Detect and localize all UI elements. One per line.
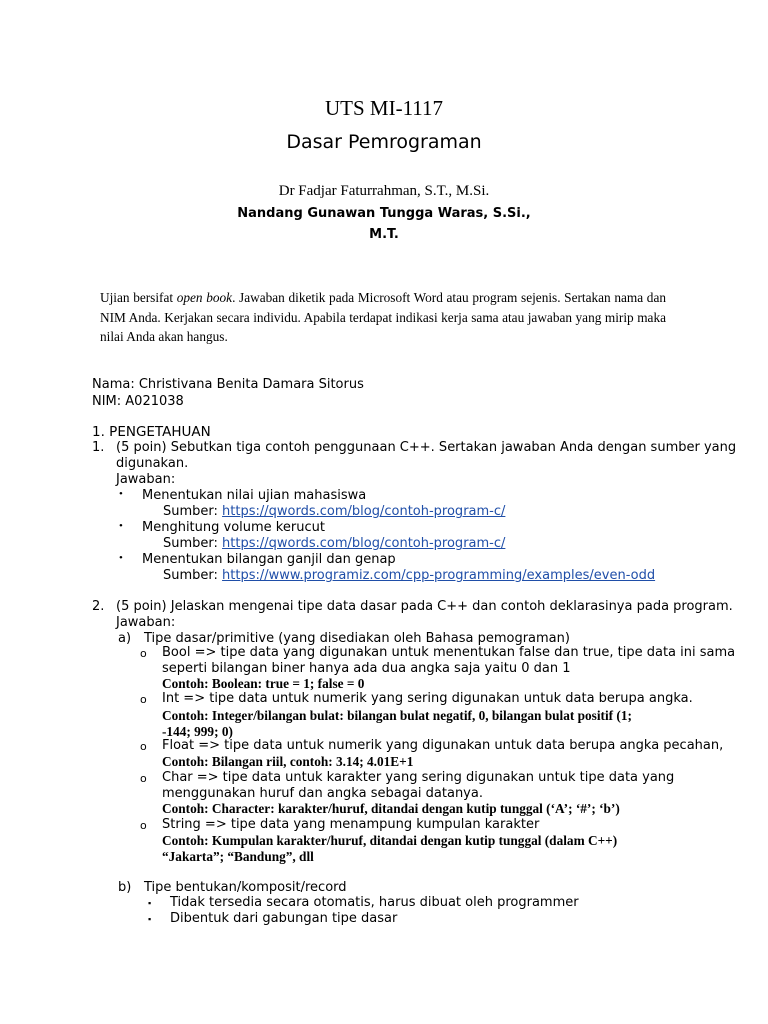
list-item: Tidak tersedia secara otomatis, harus dibuat oleh programmer <box>170 895 579 910</box>
source-link[interactable]: https://www.programiz.com/cpp-programming/examples/even-odd <box>222 568 656 583</box>
instructions-text: . Jawaban diketik pada Microsoft Word atau program sejenis. Sertakan nama dan NIM Anda. Kerjakan secara individu. Apabila terdapat indikasi kerja sama atau jawaban yang mirip maka nilai Anda akan hangus. <box>100 290 666 344</box>
type-description: Char => tipe data untuk karakter yang sering digunakan untuk tipe data yang <box>162 770 675 785</box>
list-item: Menentukan bilangan ganjil dan genap <box>142 552 396 567</box>
student-nim: NIM: A021038 <box>92 394 184 409</box>
source-label: Sumber: <box>163 568 223 583</box>
bullet-icon: • <box>119 552 123 564</box>
source-label: Sumber: <box>163 504 223 519</box>
type-description: Int => tipe data untuk numerik yang sering digunakan untuk data berupa angka. <box>162 691 693 706</box>
type-description-cont: seperti bilangan biner hanya ada dua angka saja yaitu 0 dan 1 <box>162 661 571 676</box>
type-example: Contoh: Kumpulan karakter/huruf, ditandai dengan kutip tunggal (dalam C++) <box>162 833 618 848</box>
author-primary: Dr Fadjar Faturrahman, S.T., M.Si. <box>278 183 490 199</box>
student-name: Nama: Christivana Benita Damara Sitorus <box>92 377 364 392</box>
question-2-text: (5 poin) Jelaskan mengenai tipe data dasar pada C++ dan contoh deklarasinya pada program. <box>116 599 733 614</box>
section-heading: 1. PENGETAHUAN <box>92 424 211 440</box>
source-link[interactable]: https://qwords.com/blog/contoh-program-c/ <box>222 504 506 519</box>
question-1-number: 1. <box>92 440 105 455</box>
source-line <box>163 536 505 551</box>
list-item: Menentukan nilai ujian mahasiswa <box>142 488 367 503</box>
circle-bullet-icon: o <box>140 772 147 785</box>
sublist-marker-b: b) <box>118 880 132 895</box>
list-item: Dibentuk dari gabungan tipe dasar <box>170 911 398 926</box>
sublist-heading-a: Tipe dasar/primitive (yang disediakan oleh Bahasa pemograman) <box>144 631 570 646</box>
author-secondary: Nandang Gunawan Tungga Waras, S.Si., <box>237 206 531 221</box>
answer-label: Jawaban: <box>116 472 176 487</box>
sublist-heading-b: Tipe bentukan/komposit/record <box>144 880 347 895</box>
type-example: Contoh: Character: karakter/huruf, ditandai dengan kutip tunggal (‘A’; ‘#’; ‘b’) <box>162 801 620 816</box>
type-description-cont: menggunakan huruf dan angka sebagai datanya. <box>162 786 483 801</box>
circle-bullet-icon: o <box>140 740 147 753</box>
document-title: UTS MI-1117 <box>324 96 444 120</box>
question-1-text-cont: digunakan. <box>116 456 189 471</box>
type-example: Contoh: Integer/bilangan bulat: bilangan bulat negatif, 0, bilangan bulat positif (1; <box>162 708 632 723</box>
bullet-icon: • <box>119 520 123 532</box>
square-bullet-icon: ▪ <box>148 914 152 924</box>
instructions-text: Ujian bersifat <box>100 290 177 305</box>
square-bullet-icon: ▪ <box>148 898 152 908</box>
list-item: Menghitung volume kerucut <box>142 520 325 535</box>
source-line <box>163 568 655 583</box>
document-subtitle: Dasar Pemrograman <box>286 131 482 153</box>
type-example-cont: -144; 999; 0) <box>162 724 233 739</box>
answer-label: Jawaban: <box>116 615 176 630</box>
bullet-icon: • <box>119 488 123 500</box>
sublist-marker-a: a) <box>118 631 132 646</box>
instructions-italic: open book <box>176 290 233 305</box>
circle-bullet-icon: o <box>140 647 147 660</box>
type-description: Bool => tipe data yang digunakan untuk menentukan false dan true, tipe data ini sama <box>162 645 736 660</box>
exam-instructions <box>100 288 666 347</box>
question-1-text: (5 poin) Sebutkan tiga contoh penggunaan C++. Sertakan jawaban Anda dengan sumber yang <box>116 440 737 455</box>
author-secondary-title: M.T. <box>369 227 399 242</box>
type-example: Contoh: Boolean: true = 1; false = 0 <box>162 676 365 691</box>
circle-bullet-icon: o <box>140 819 147 832</box>
type-example: Contoh: Bilangan riil, contoh: 3.14; 4.01E+1 <box>162 754 414 769</box>
circle-bullet-icon: o <box>140 693 147 706</box>
type-example-cont: “Jakarta”; “Bandung”, dll <box>162 849 314 864</box>
source-label: Sumber: <box>163 536 223 551</box>
type-description: String => tipe data yang menampung kumpulan karakter <box>162 817 540 832</box>
source-line <box>163 504 505 519</box>
question-2-number: 2. <box>92 599 105 614</box>
source-link[interactable]: https://qwords.com/blog/contoh-program-c/ <box>222 536 506 551</box>
type-description: Float => tipe data untuk numerik yang digunakan untuk data berupa angka pecahan, <box>162 738 724 753</box>
